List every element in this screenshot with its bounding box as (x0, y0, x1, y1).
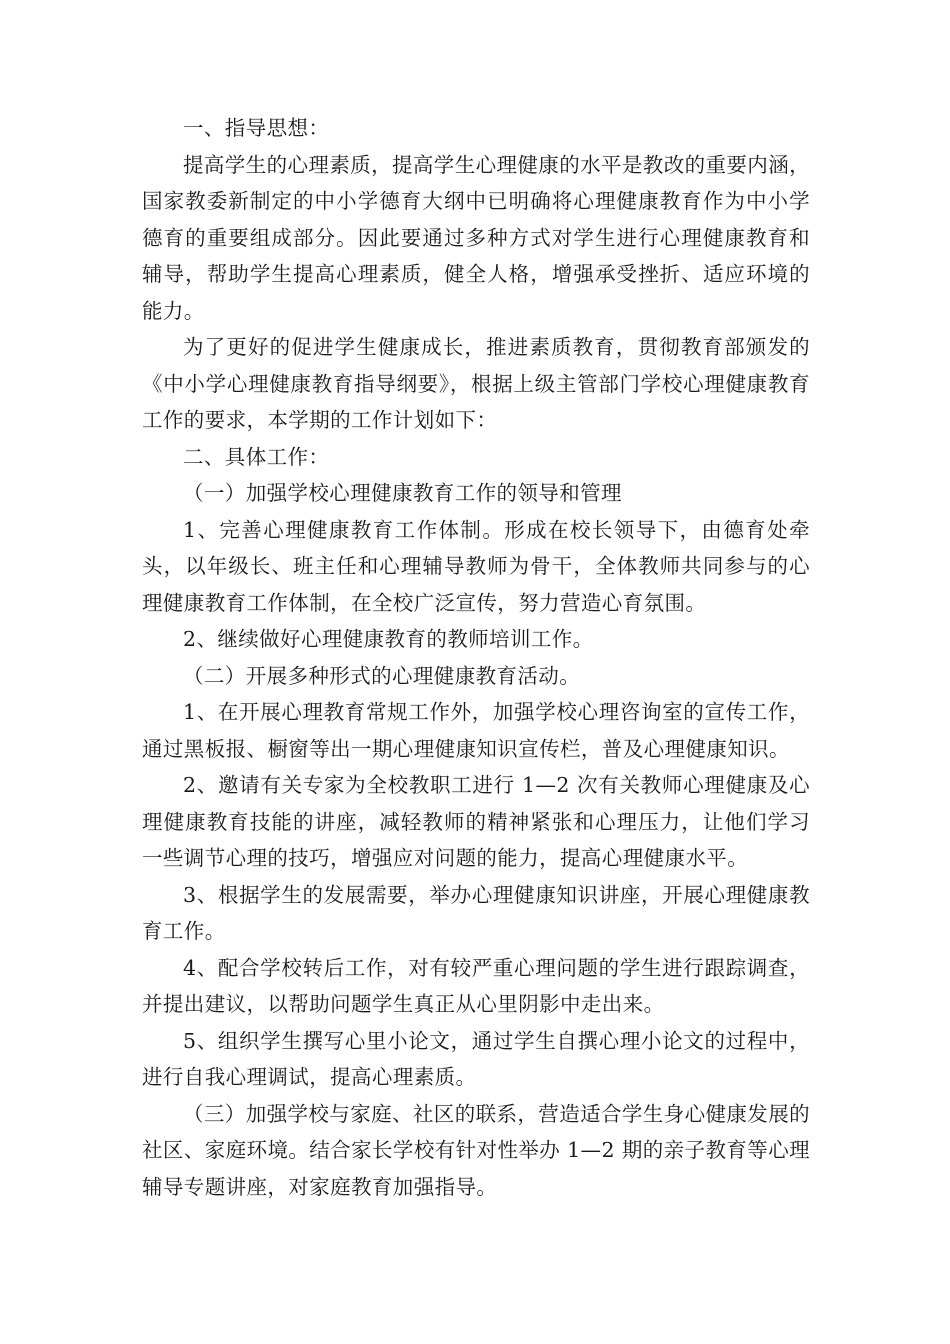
list-item-essays: 5、组织学生撰写心里小论文，通过学生自撰心理小论文的过程中，进行自我心理调试，提高心理素质。 (142, 1028, 810, 1089)
section-heading-guiding-ideology: 一、指导思想： (183, 116, 330, 140)
paragraph-intro: 提高学生的心理素质，提高学生心理健康的水平是教改的重要内涵，国家教委新制定的中小学德育大纲中已明确将心理健康教育作为中小学德育的重要组成部分。因此要通过多种方式对学生进行心理健康教育和辅导，帮助学生提高心理素质，健全人格，增强承受挫折、适应环境的能力。 (142, 152, 810, 323)
section-heading-specific-work: 二、具体工作： (183, 444, 330, 469)
list-item-training: 2、继续做好心理健康教育的教师培训工作。 (183, 627, 594, 651)
subsection-heading-family: （三）加强学校与家庭、社区的联系，营造适合学生身心健康发展的社区、家庭环境。结合家长学校有针对性举办 1—2 期的亲子教育等心理辅导专题讲座，对家庭教育加强指导。 (142, 1101, 810, 1199)
subsection-heading-activities: （二）开展多种形式的心理健康教育活动。 (183, 663, 581, 688)
subsection-heading-leadership: （一）加强学校心理健康教育工作的领导和管理 (183, 481, 622, 505)
document-body (142, 110, 810, 1205)
list-item-follow-up: 4、配合学校转后工作，对有较严重心理问题的学生进行跟踪调查，并提出建议，以帮助问题学生真正从心里阴影中走出来。 (142, 955, 810, 1016)
list-item-lectures-students: 3、根据学生的发展需要，举办心理健康知识讲座，开展心理健康教育工作。 (142, 882, 810, 943)
list-item-system: 1、完善心理健康教育工作体制。形成在校长领导下，由德育处牵头，以年级长、班主任和心理辅导教师为骨干，全体教师共同参与的心理健康教育工作体制，在全校广泛宣传，努力营造心育氛围。 (142, 517, 810, 615)
list-item-lectures-staff: 2、邀请有关专家为全校教职工进行 1—2 次有关教师心理健康及心理健康教育技能的讲座，减轻教师的精神紧张和心理压力，让他们学习一些调节心理的技巧，增强应对问题的能力，提高心理健康水平。 (142, 773, 810, 870)
list-item-publicity: 1、在开展心理教育常规工作外，加强学校心理咨询室的宣传工作，通过黑板报、橱窗等出一期心理健康知识宣传栏，普及心理健康知识。 (142, 700, 810, 761)
paragraph-purpose: 为了更好的促进学生健康成长，推进素质教育，贯彻教育部颁发的《中小学心理健康教育指导纲要》，根据上级主管部门学校心理健康教育工作的要求，本学期的工作计划如下： (142, 335, 810, 432)
